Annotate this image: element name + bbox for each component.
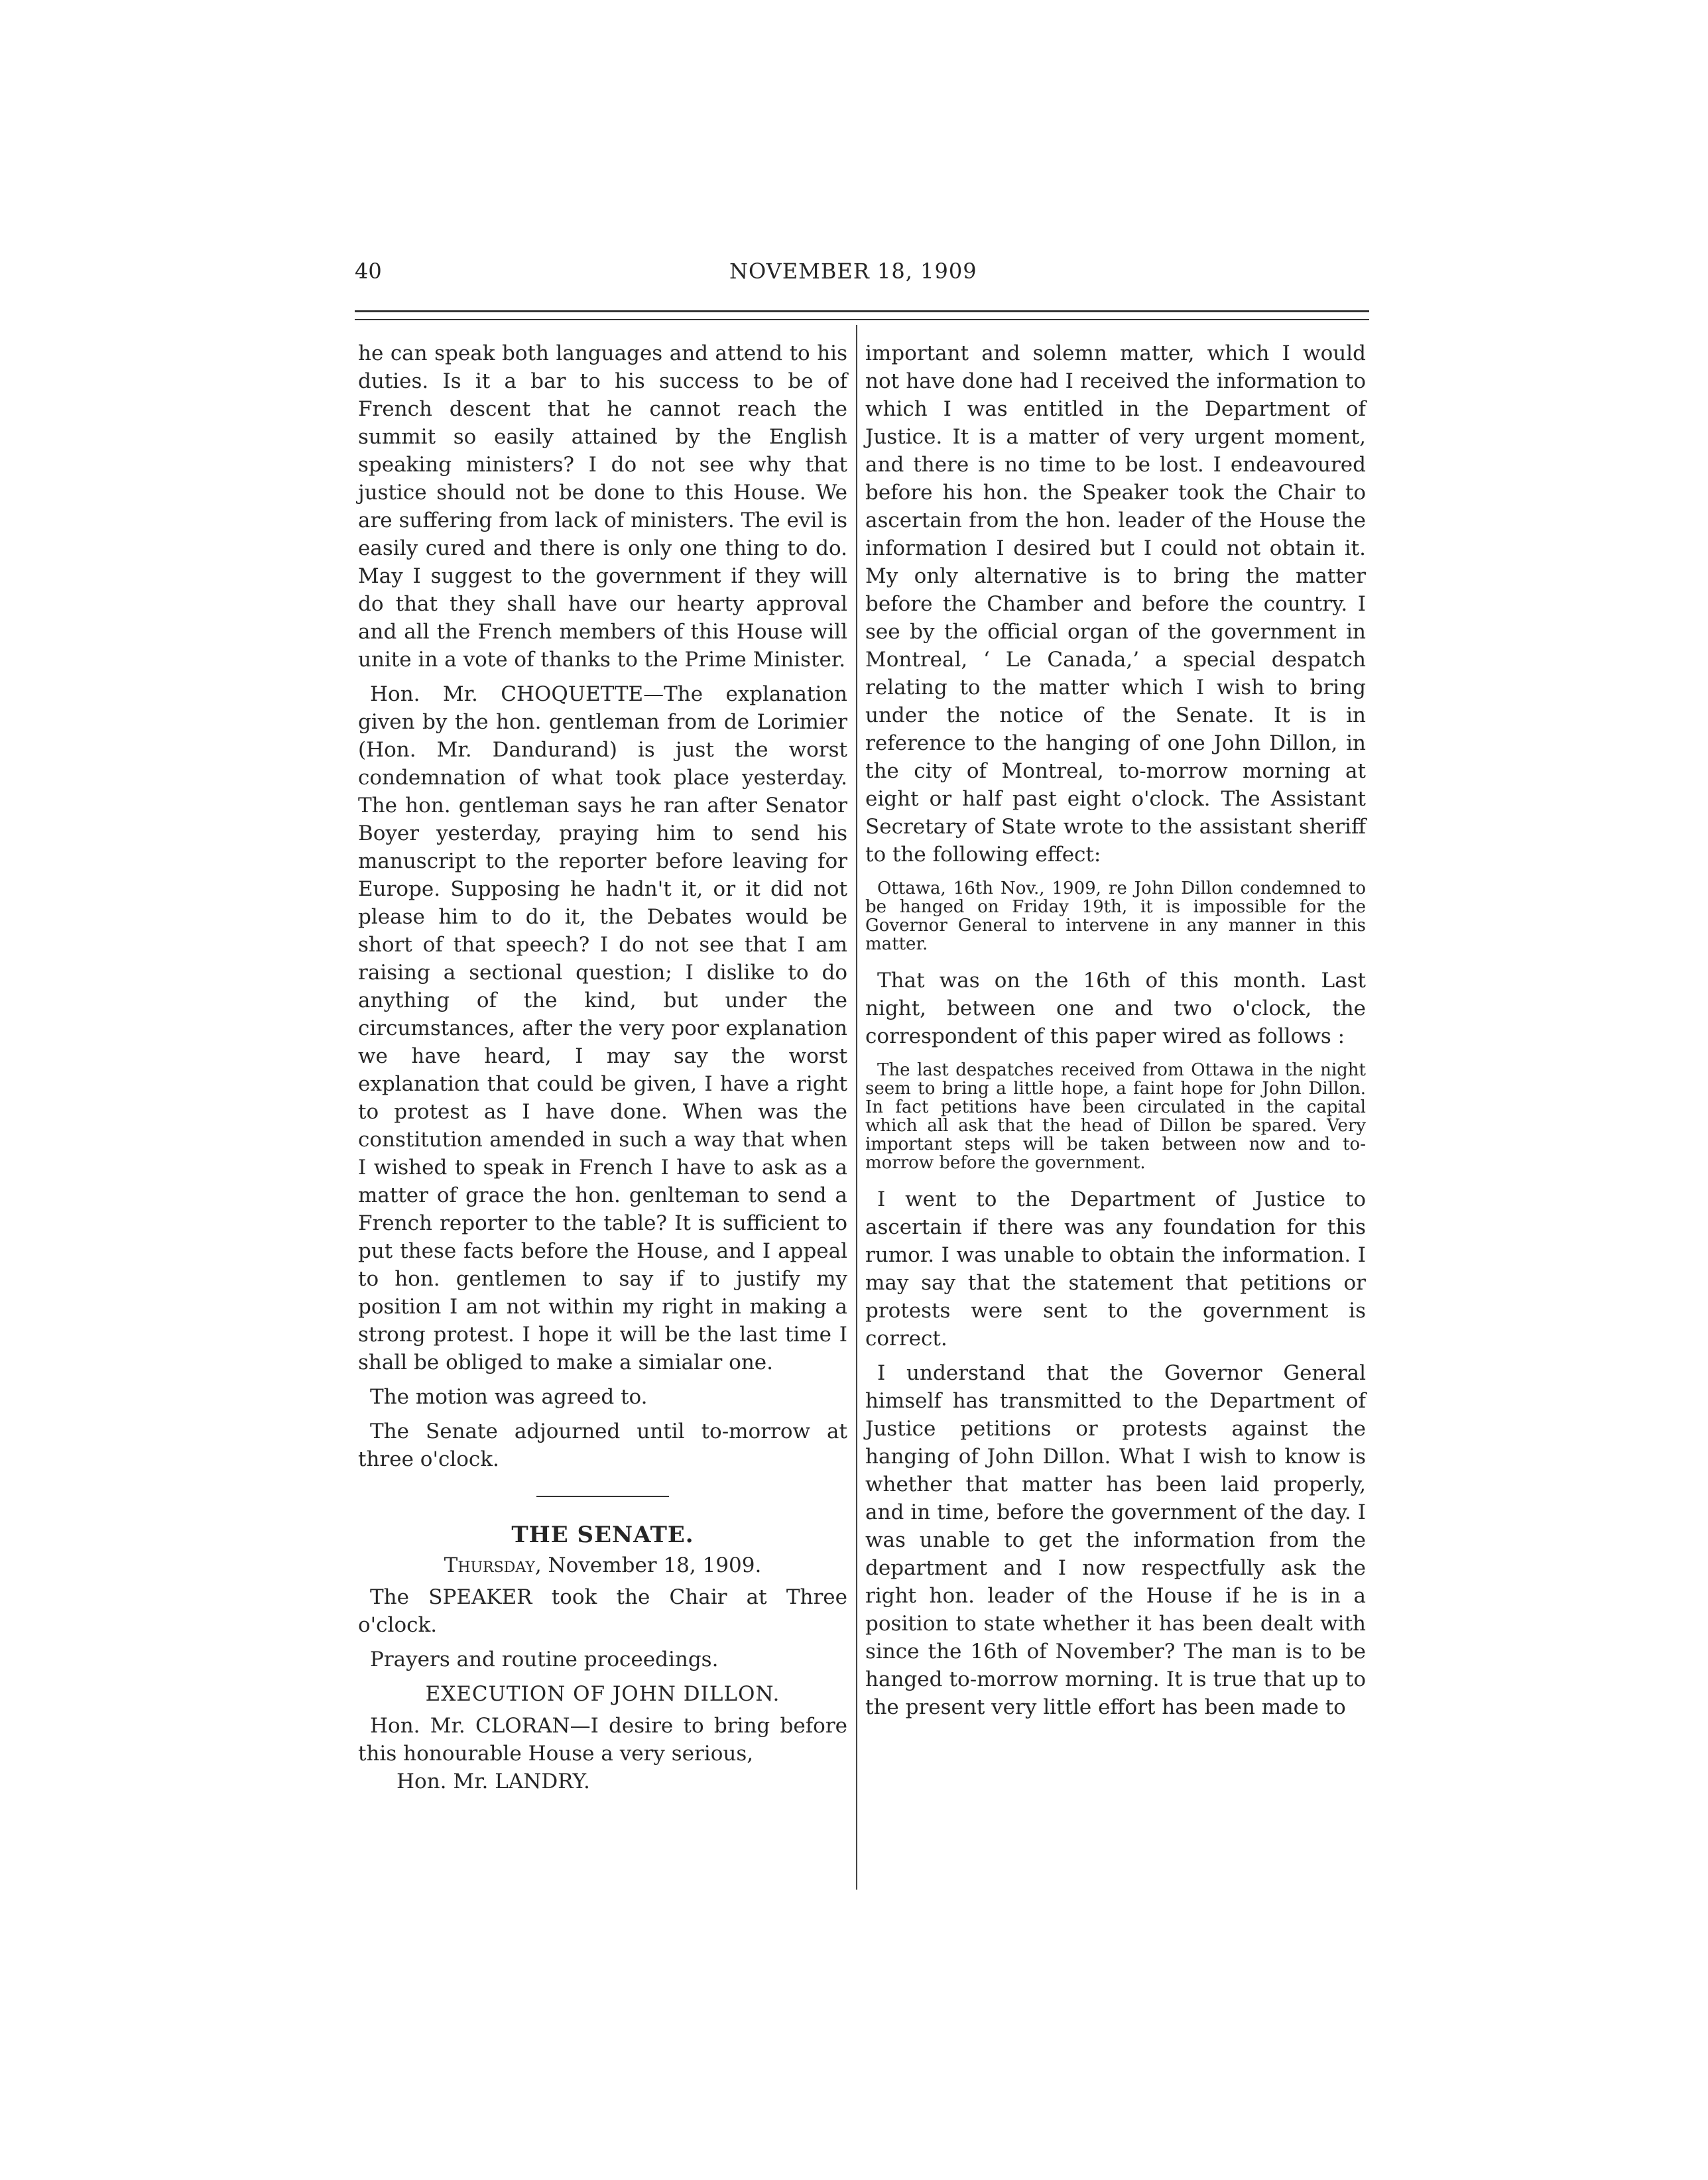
paragraph: The motion was agreed to.	[370, 1385, 648, 1409]
paragraph: Prayers and routine proceedings.	[370, 1648, 719, 1671]
block-quote: Ottawa, 16th Nov., 1909, re John Dillon condemned to be hanged on Friday 19th, it is impossible for the Governor General to intervene in any manner in this matter.	[865, 878, 1366, 954]
catchword: Hon. Mr. LANDRY.	[396, 1770, 590, 1793]
paragraph: important and solemn matter, which I would not have done had I received the information to which I was entitled in the Department of Justice. It is a matter of very urgent moment, and there is no time to be lost. I endeavoured before his hon. the Speaker took the Chair to ascertain from the hon. leader of the House the information I desired but I could not obtain it. My only alternative is to bring the matter before the Chamber and before the country. I see by the official organ of the government in Montreal, ‘ Le Canada,’ a special despatch relating to the matter which I wish to bring under the notice of the Senate. It is in reference to the hanging of one John Dillon, in the city of Montreal, to-morrow morning at eight or half past eight o'clock. The Assistant Secretary of State wrote to the assistant sheriff to the following effect:	[865, 341, 1366, 867]
paragraph: he can speak both languages and attend to his duties. Is it a bar to his success to be of French descent that he cannot reach the summit so easily attained by the English speaking ministers? I do not see why that justice should not be done to this House. We are suffering from lack of ministers. The evil is easily cured and there is only one thing to do. May I suggest to the government if they will do that they shall have our hearty approval and all the French members of this House will unite in a vote of thanks to the Prime Minister.	[358, 341, 847, 672]
running-head: NOVEMBER 18, 1909	[729, 259, 977, 284]
paragraph: Hon. Mr. CLORAN—I desire to bring before this honourable House a very serious,	[358, 1714, 847, 1766]
paragraph: The Senate adjourned until to-morrow at three o'clock.	[358, 1420, 847, 1471]
subject-heading: EXECUTION OF JOHN DILLON.	[425, 1682, 780, 1706]
sitting-day: Thursday	[444, 1553, 535, 1577]
column-divider	[856, 325, 857, 1890]
header-rule-bottom	[355, 319, 1369, 320]
sitting-date	[358, 1551, 847, 1579]
block-quote: The last despatches received from Ottawa in the night seem to bring a little hope, a faint hope for John Dillon. In fact petitions have been circulated in the capital which all ask that the head of Dillon be spared. Very important steps will be taken between now and to-morrow before the government.	[865, 1060, 1366, 1173]
paragraph: The SPEAKER took the Chair at Three o'clock.	[358, 1585, 847, 1637]
paragraph: That was on the 16th of this month. Last night, between one and two o'clock, the correspondent of this paper wired as follows :	[865, 969, 1366, 1048]
right-column	[865, 339, 1366, 1728]
paragraph: Hon. Mr. CHOQUETTE—The explanation given by the hon. gentleman from de Lorimier (Hon. Mr. Dandurand) is just the worst condemnation of what took place yesterday. The hon. gentleman says he ran after Senator Boyer yesterday, praying him to send his manuscript to the reporter before leaving for Europe. Supposing he hadn't it, or it did not please him to do it, the Debates would be short of that speech? I do not see that I am raising a sectional question; I dislike to do anything of the kind, but under the circumstances, after the very poor explanation we have heard, I may say the worst explanation that could be given, I have a right to protest as I have done. When was the constitution amended in such a way that when I wished to speak in French I have to ask as a matter of grace the hon. genlteman to send a French reporter to the table? It is sufficient to put these facts before the House, and I appeal to hon. gentlemen to say if to justify my position I am not within my right in making a strong protest. I hope it will be the last time I shall be obliged to make a simialar one.	[358, 682, 847, 1374]
page-number: 40	[355, 259, 382, 284]
paragraph: I went to the Department of Justice to ascertain if there was any foundation for this rumor. I was unable to obtain the information. I may say that the statement that petitions or protests were sent to the government is correct.	[865, 1187, 1366, 1351]
section-divider	[536, 1496, 669, 1497]
section-heading: THE SENATE.	[511, 1522, 694, 1548]
paragraph: I understand that the Governor General himself has transmitted to the Department of Justice petitions or protests against the hanging of John Dillon. What I wish to know is whether that matter has been laid properly, and in time, before the government of the day. I was unable to get the information from the department and I now respectfully ask the right hon. leader of the House if he is in a position to state whether it has been dealt with since the 16th of November? The man is to be hanged to-morrow morning. It is true that up to the present very little effort has been made to	[865, 1361, 1366, 1719]
header-rule-top	[355, 310, 1369, 312]
left-column	[358, 339, 847, 1802]
sitting-date-text: , November 18, 1909.	[534, 1553, 762, 1577]
